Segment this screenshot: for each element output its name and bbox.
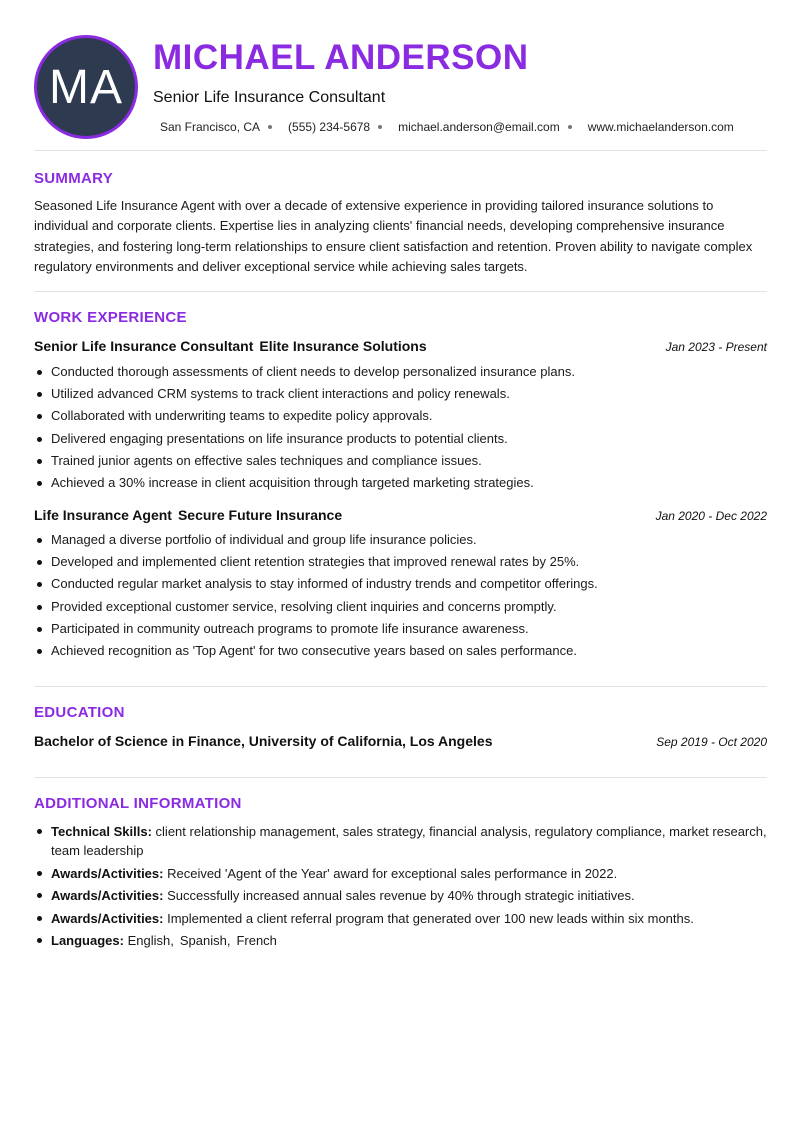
- list-item: Developed and implemented client retention strategies that improved renewal rates by 25%.: [34, 554, 767, 570]
- job-bullets: [34, 532, 767, 665]
- job-header: [34, 338, 767, 354]
- avatar: [34, 35, 138, 139]
- education-dates: Sep 2019 - Oct 2020: [656, 735, 767, 749]
- divider: [34, 777, 767, 778]
- list-item: [34, 822, 767, 860]
- job-bullets: [34, 364, 767, 497]
- job-company: Secure Future Insurance: [177, 507, 343, 523]
- list-item: Participated in community outreach programs to promote life insurance awareness.: [34, 621, 767, 637]
- list-item: [34, 931, 767, 950]
- list-item: [34, 864, 767, 883]
- language: French: [236, 933, 277, 948]
- job-company: Elite Insurance Solutions: [259, 338, 427, 354]
- item-text: Implemented a client referral program that generated over 100 new leads within six months.: [167, 910, 694, 926]
- contact-location: San Francisco, CA: [160, 120, 261, 134]
- contact-bar: [160, 120, 734, 134]
- additional-heading: ADDITIONAL INFORMATION: [34, 795, 242, 812]
- job-role: [34, 507, 342, 523]
- list-item: Conducted thorough assessments of client needs to develop personalized insurance plans.: [34, 364, 767, 380]
- item-text: Successfully increased annual sales revenue by 40% through strategic initiatives.: [167, 888, 635, 903]
- job-header: [34, 507, 767, 523]
- item-text: client relationship management, sales strategy, financial analysis, regulatory compliance, market research, team leadership: [51, 824, 767, 858]
- item-text: Received 'Agent of the Year' award for exceptional sales performance in 2022.: [167, 865, 618, 881]
- education-heading: EDUCATION: [34, 704, 125, 721]
- contact-website[interactable]: www.michaelanderson.com: [587, 120, 734, 134]
- list-item: Achieved a 30% increase in client acquisition through targeted marketing strategies.: [34, 475, 767, 491]
- summary-text: Seasoned Life Insurance Agent with over a decade of extensive experience in providing tailored insurance solutions to individual and corporate clients. Expertise lies in analyzing clients' financial needs, developing comprehensive insurance strategies, and fostering long-term relationships to ensure client satisfaction and retention. Proven ability to navigate complex regulatory environments and deliver exceptional service while achieving sales targets.: [34, 198, 753, 274]
- candidate-name: MICHAEL ANDERSON: [153, 38, 529, 77]
- divider: [34, 686, 767, 687]
- divider: [34, 150, 767, 151]
- item-label: Awards/Activities:: [51, 910, 164, 926]
- job-dates: Jan 2020 - Dec 2022: [655, 509, 767, 523]
- avatar-initials: MA: [49, 60, 123, 114]
- summary-heading: SUMMARY: [34, 170, 114, 187]
- language: Spanish,: [179, 933, 231, 948]
- job-dates: Jan 2023 - Present: [665, 340, 767, 354]
- list-item: Provided exceptional customer service, resolving client inquiries and concerns promptly.: [34, 599, 767, 615]
- separator-dot: [268, 125, 272, 129]
- contact-phone: (555) 234-5678: [288, 120, 371, 134]
- item-label: Technical Skills:: [51, 824, 152, 839]
- list-item: Conducted regular market analysis to stay informed of industry trends and competitor offerings.: [34, 576, 767, 592]
- list-item: Delivered engaging presentations on life insurance products to potential clients.: [34, 431, 767, 447]
- job-title: Life Insurance Agent: [34, 507, 172, 523]
- education-degree: Bachelor of Science in Finance, University of California, Los Angeles: [34, 733, 493, 749]
- list-item: Utilized advanced CRM systems to track client interactions and policy renewals.: [34, 386, 767, 402]
- job-role: [34, 338, 427, 354]
- list-item: [34, 886, 767, 905]
- job-title: Senior Life Insurance Consultant: [34, 338, 254, 354]
- additional-list: [34, 822, 767, 954]
- list-item: Achieved recognition as 'Top Agent' for two consecutive years based on sales performance.: [34, 643, 767, 659]
- list-item: Managed a diverse portfolio of individual and group life insurance policies.: [34, 532, 767, 548]
- item-label: Awards/Activities:: [51, 888, 164, 903]
- list-item: Trained junior agents on effective sales techniques and compliance issues.: [34, 453, 767, 469]
- language: English,: [127, 933, 174, 948]
- item-label: Awards/Activities:: [51, 865, 164, 881]
- education-entry: [34, 733, 767, 749]
- list-item: Collaborated with underwriting teams to expedite policy approvals.: [34, 408, 767, 424]
- candidate-title: Senior Life Insurance Consultant: [153, 89, 386, 106]
- divider: [34, 291, 767, 292]
- languages-label: Languages:: [51, 933, 124, 948]
- list-item: [34, 909, 767, 928]
- separator-dot: [378, 125, 382, 129]
- separator-dot: [568, 125, 572, 129]
- contact-email[interactable]: michael.anderson@email.com: [398, 120, 560, 134]
- experience-heading: WORK EXPERIENCE: [34, 309, 187, 326]
